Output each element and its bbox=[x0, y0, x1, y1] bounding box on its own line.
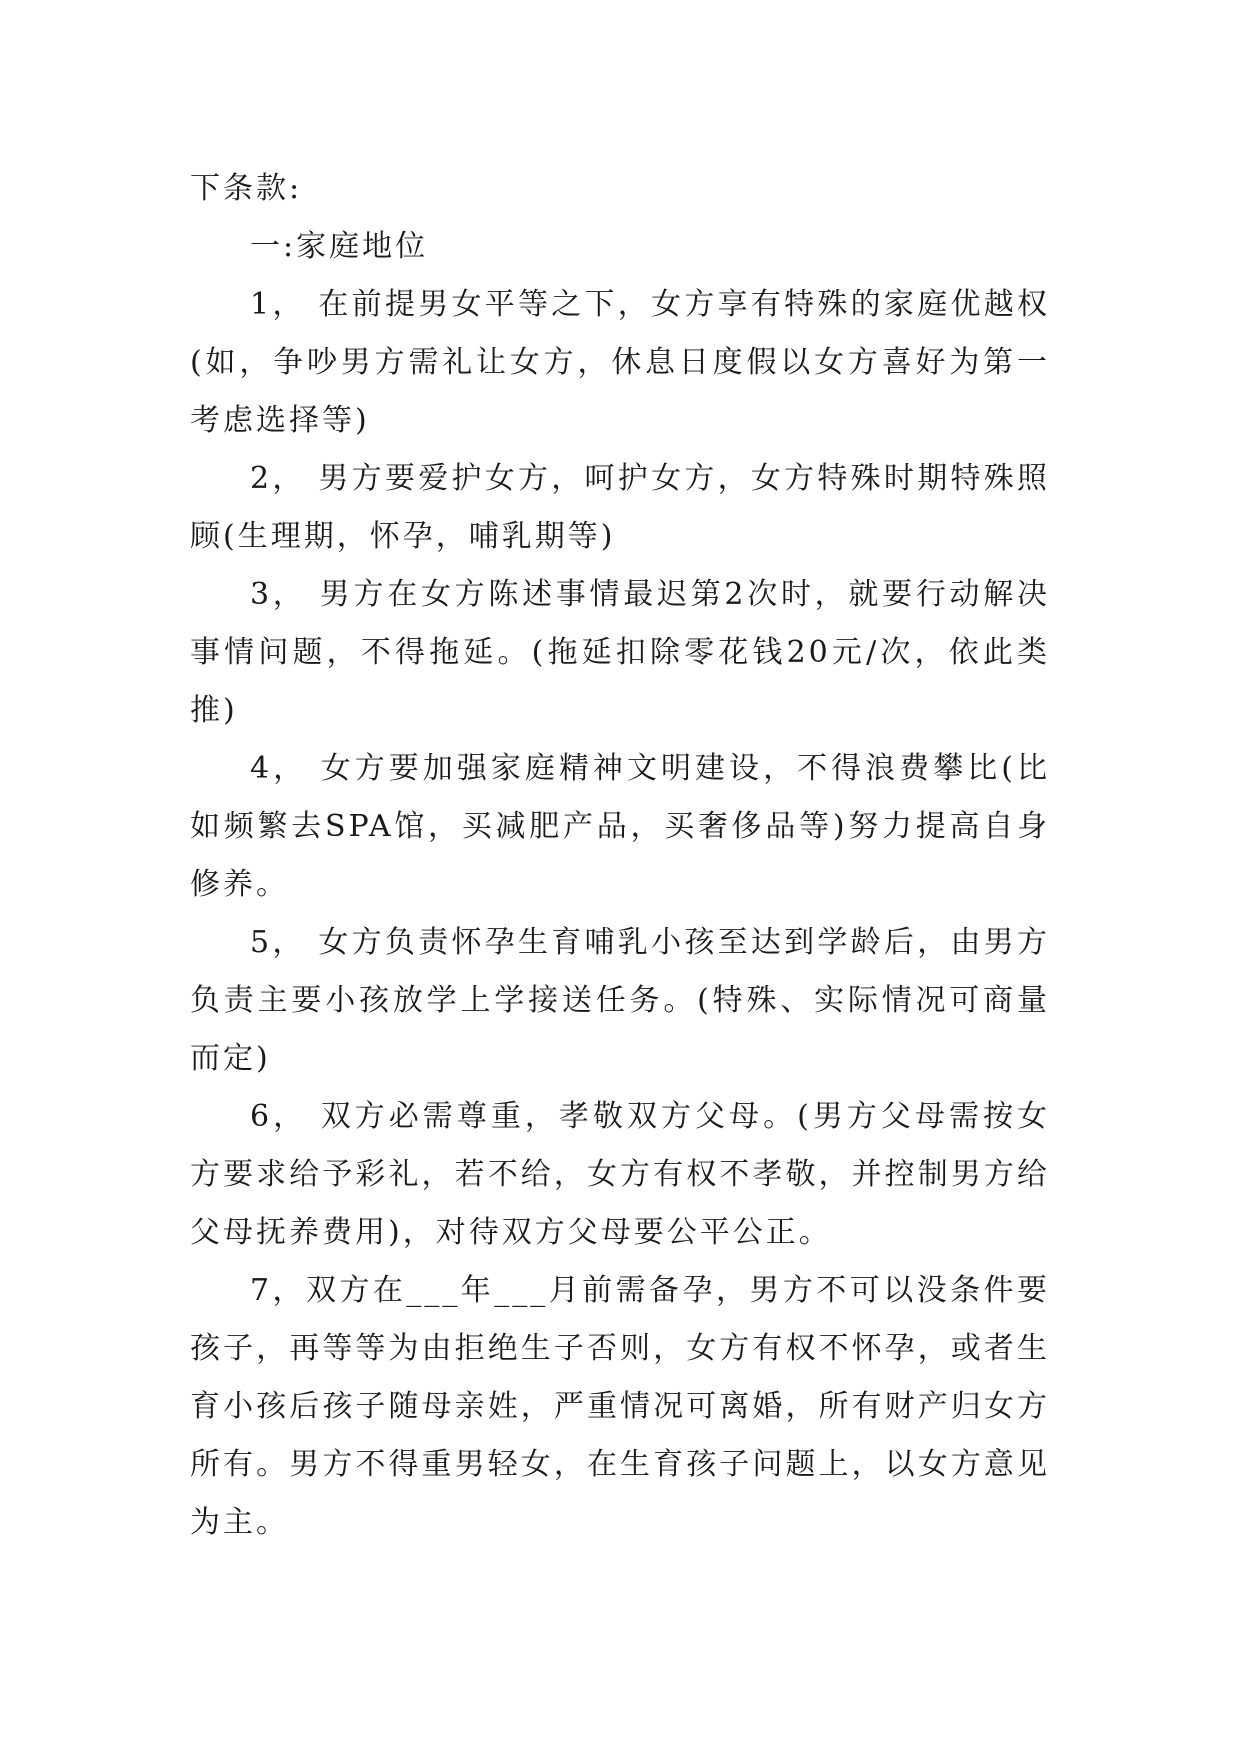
clause-2: 2， 男方要爱护女方，呵护女方，女方特殊时期特殊照顾(生理期，怀孕，哺乳期等) bbox=[190, 461, 1050, 554]
clause-6: 6， 双方必需尊重，孝敬双方父母。(男方父母需按女方要求给予彩礼，若不给，女方有权不孝敬，并控制男方给父母抚养费用)，对待双方父母要公平公正。 bbox=[190, 1099, 1050, 1250]
section-heading-family-status: 一:家庭地位 bbox=[250, 229, 429, 264]
clause-4: 4， 女方要加强家庭精神文明建设，不得浪费攀比(比如频繁去SPA馆，买减肥产品，买奢侈品等)努力提高自身修养。 bbox=[190, 751, 1050, 902]
clause-5: 5， 女方负责怀孕生育哺乳小孩至达到学龄后，由男方负责主要小孩放学上学接送任务。(特殊、实际情况可商量而定) bbox=[190, 925, 1050, 1076]
clause-1: 1， 在前提男女平等之下，女方享有特殊的家庭优越权(如，争吵男方需礼让女方，休息日度假以女方喜好为第一考虑选择等) bbox=[190, 287, 1050, 438]
clause-3: 3， 男方在女方陈述事情最迟第2次时，就要行动解决事情问题，不得拖延。(拖延扣除零花钱20元/次，依此类推) bbox=[190, 577, 1050, 728]
paragraph-intro: 下条款: bbox=[190, 171, 303, 206]
clause-7: 7，双方在___年___月前需备孕，男方不可以没条件要孩子，再等等为由拒绝生子否则，女方有权不怀孕，或者生育小孩后孩子随母亲姓，严重情况可离婚，所有财产归女方所有。男方不得重男轻女，在生育孩子问题上，以女方意见为主。 bbox=[190, 1273, 1050, 1540]
document-body bbox=[190, 160, 1050, 1552]
